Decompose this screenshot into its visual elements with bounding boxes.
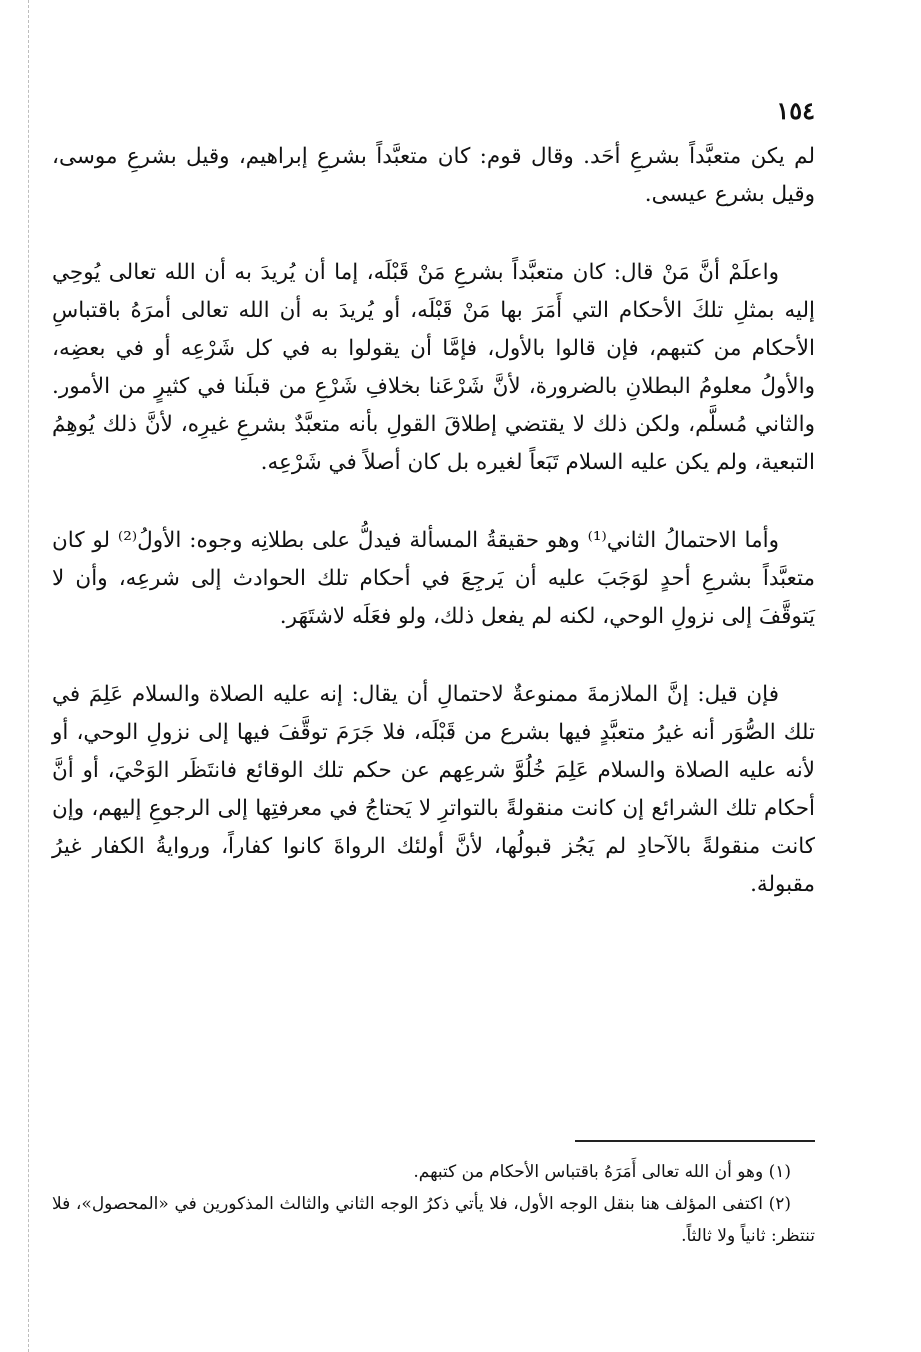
main-text: [52, 138, 815, 944]
footnotes: [52, 1140, 815, 1252]
footnote: (٢) اكتفى المؤلف هنا بنقل الوجه الأول، فلا يأتي ذكرُ الوجه الثاني والثالث المذكورين في «المحصول»، فلا تنتظر: ثانياً ولا ثالثاً.: [52, 1194, 815, 1246]
footnote: (١) وهو أن الله تعالى أَمَرَهُ باقتباس الأحكام من كتبهم.: [413, 1162, 791, 1182]
paragraph: لم يكن متعبَّداً بشرعِ أحَد. وقال قوم: كان متعبَّداً بشرعِ إبراهيم، وقيل بشرعِ موسى، وقيل بشرع عيسى.: [52, 144, 815, 207]
scan-edge-line: [28, 0, 29, 1352]
page-number: ١٥٤: [776, 96, 815, 125]
paragraph: واعلَمْ أنَّ مَنْ قال: كان متعبَّداً بشرعِ مَنْ قَبْلَه، إما أن يُريدَ به أن الله تعالى يُوحِي إليه بمثلِ تلكَ الأحكام التي أَمَرَ بها مَنْ قَبْلَه، أو يُريدَ به أن الله تعالى أمرَهُ باقتباسِ الأحكام من كتبهم، فإن قالوا بالأول، فإمَّا أن يقولوا به في كل شَرْعِه أو في بعضِه، والأولُ معلومُ البطلانِ بالضرورة، لأنَّ شَرْعَنا بخلافِ شَرْعِ من قبلَنا في كثيرٍ من الأمور. والثاني مُسلَّم، ولكن ذلك لا يقتضي إطلاقَ القولِ بأنه متعبَّدٌ بشرعِ غيرِه، لأنَّ ذلك يُوهِمُ التبعية، ولم يكن عليه السلام تَبَعاً لغيره بل كان أصلاً في شَرْعِه.: [52, 260, 815, 475]
footnote-separator: [575, 1140, 815, 1142]
paragraph: فإن قيل: إنَّ الملازمةَ ممنوعةٌ لاحتمالِ أن يقال: إنه عليه الصلاة والسلام عَلِمَ في تلك الصُّوَر أنه غيرُ متعبَّدٍ فيها بشرع من قَبْلَه، فلا جَرَمَ توقَّفَ فيها إلى نزولِ الوحي، أو لأنه عليه الصلاة والسلام عَلِمَ خُلُوَّ شرعِهم عن حكم تلك الوقائع فانتَظَر الوَحْيَ، أو أنَّ أحكام تلك الشرائع إن كانت منقولةً بالتواترِ لا يَحتاجُ في معرفتِها إلى الرجوعِ إليهم، وإن كانت منقولةً بالآحادِ لم يَجُز قبولُها، لأنَّ أولئك الرواةَ كانوا كفاراً، وروايةُ الكفار غيرُ مقبولة.: [52, 682, 815, 897]
paragraph: وأما الاحتمالُ الثاني⁽¹⁾ وهو حقيقةُ المسألة فيدلُّ على بطلانِه وجوه: الأولُ⁽²⁾ لو كان متعبَّداً بشرعِ أحدٍ لوَجَبَ عليه أن يَرجِعَ في أحكام تلك الحوادث إلى شرعِه، وأن لا يَتوقَّفَ إلى نزولِ الوحي، لكنه لم يفعل ذلك، ولو فعَلَه لاشتَهَر.: [52, 528, 815, 629]
